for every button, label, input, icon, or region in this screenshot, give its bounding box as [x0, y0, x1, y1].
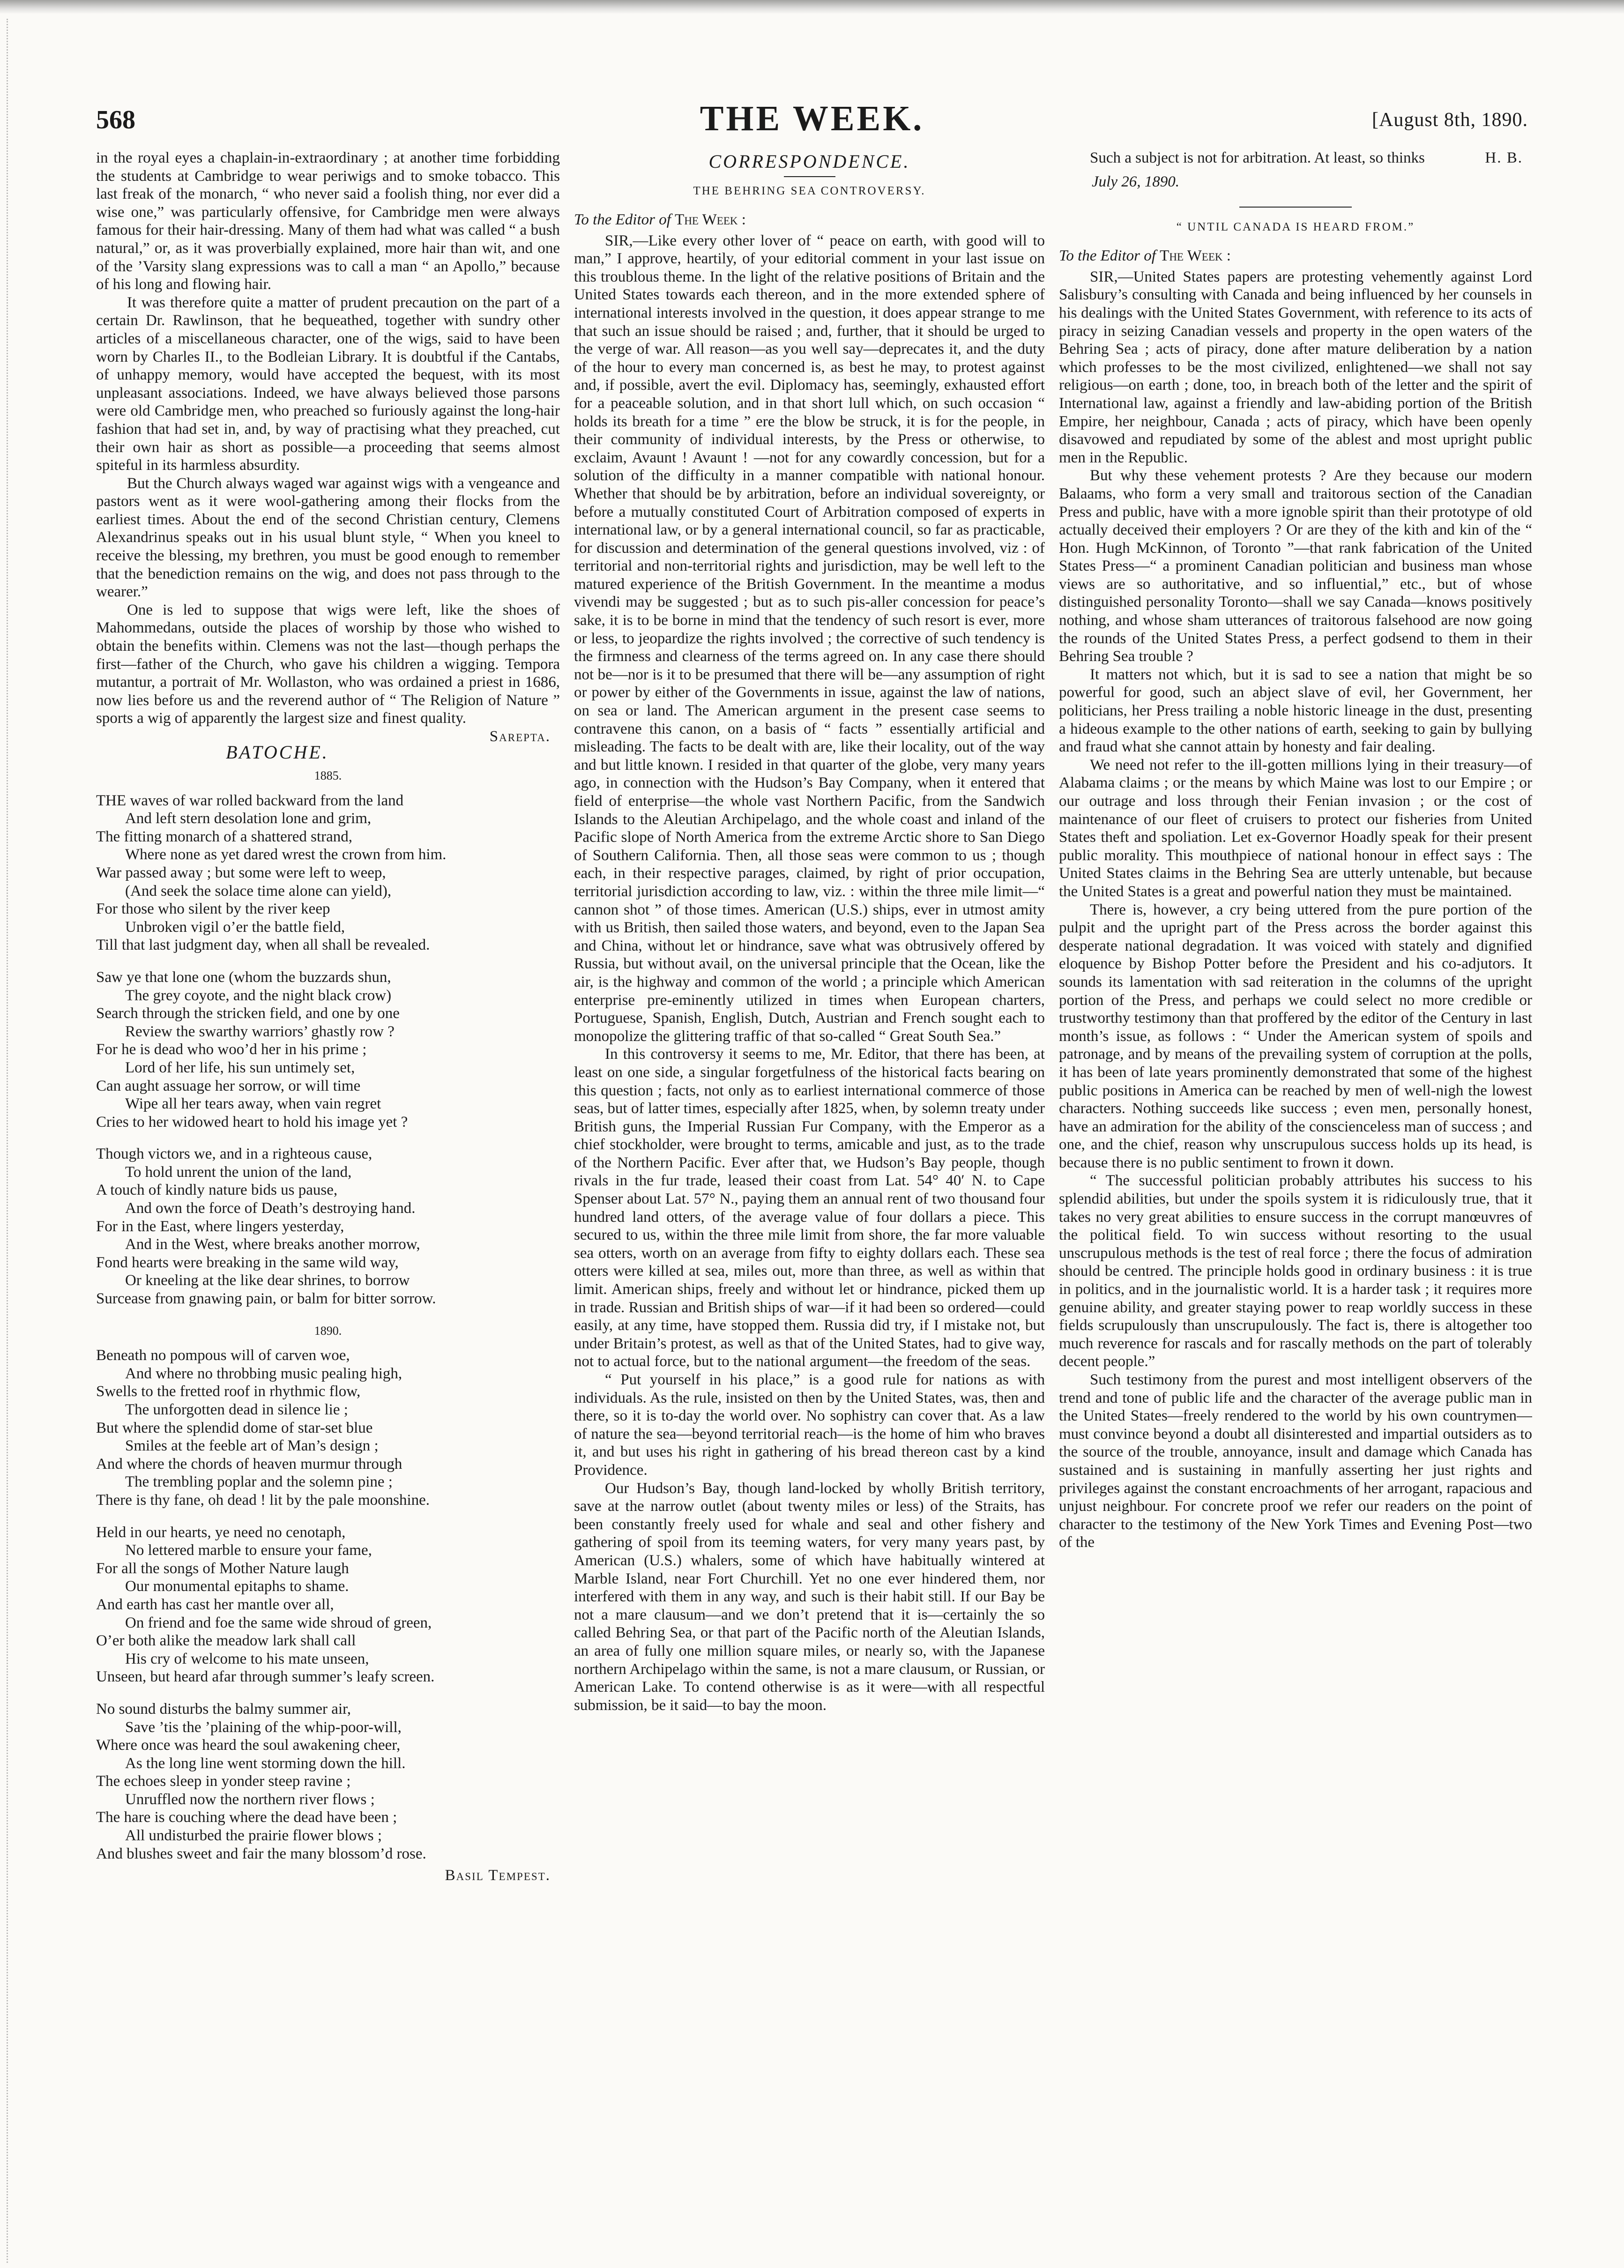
poem-line: No sound disturbs the balmy summer air,: [96, 1700, 351, 1718]
poem-line: The unforgotten dead in silence lie ;: [125, 1401, 348, 1418]
poem-line: A touch of kindly nature bids us pause,: [96, 1182, 338, 1199]
article-paragraph-text: One is led to suppose that wigs were left, like the shoes of Mahommedans, outside the places of worship by those who wished to obtain the benefits within. Clemens was not the last—though perhaps the first—father of the Church, who gave his children a wigging. Tempora mutantur, a portrait of Mr. Wollaston, who was ordained a priest in 1686, now lies before us and the reverend author of “ The Religion of Nature ” sports a wig of apparently the largest size and finest quality.: [96, 601, 560, 727]
article-paragraph: in the royal eyes a chaplain-in-extraordinary ; at another time forbidding the students at Cambridge to wear periwigs and to smoke tobacco. This last freak of the monarch, “ who never said a foolish thing, nor ever did a wise one,” was particularly offensive, for Cambridge men were always famous for their hair-dressing. Many of them had what was called “ a bush natural,” or, as it was proverbially explained, more hair than wit, and one of the ’Varsity slang expressions was to call a man “ an Apollo,” because of his long and flowing hair.: [96, 149, 560, 293]
letter-salutation: [1059, 247, 1532, 265]
poem-line: And in the West, where breaks another morrow,: [125, 1236, 420, 1253]
poem-line: O’er both alike the meadow lark shall call: [96, 1632, 356, 1650]
poem-year-1885: 1885.: [314, 769, 342, 782]
poem-stanza: [96, 792, 560, 954]
batoche-poem: [96, 742, 560, 1885]
section-heading-correspondence: CORRESPONDENCE.: [708, 151, 910, 172]
letter-heading-canada: “ UNTIL CANADA IS HEARD FROM.”: [1176, 221, 1415, 234]
poem-line: Or kneeling at the like dear shrines, to borrow: [125, 1272, 410, 1289]
poem-line: To hold unrent the union of the land,: [125, 1163, 352, 1181]
poem-line: For he is dead who woo’d her in his prime ;: [96, 1041, 367, 1058]
closing-text: Such a subject is not for arbitration. At least, so thinks: [1090, 149, 1425, 166]
poem-line: (And seek the solace time alone can yield),: [125, 882, 392, 900]
poem-line: Surcease from gnawing pain, or balm for bitter sorrow.: [96, 1290, 436, 1308]
poem-line: Smiles at the feeble art of Man’s design ;: [125, 1437, 379, 1455]
signature-basil-tempest: Basil Tempest.: [445, 1867, 551, 1884]
poem-stanza: [96, 968, 560, 1131]
poem-line: Review the swarthy warriors’ ghastly row ?: [125, 1023, 395, 1040]
poem-line: THE waves of war rolled backward from the land: [96, 792, 404, 809]
salutation-paper: The Week :: [675, 211, 746, 228]
poem-part-1885: [96, 792, 560, 1308]
poem-line: As the long line went storming down the hill.: [125, 1755, 406, 1772]
letter-paragraph: “ The successful politician probably attributes his success to his splendid abilities, but under the spoils system it is ridiculously true, that it takes no very great abilities to ensure success in the corrupt manœuvres of the political field. To win success without resorting to the usual unscrupulous methods is the test of real force ; there the focus of admiration should be centred. The principle holds good in ordinary business : it is true in politics, and in the journalistic world. It is a harder task ; it requires more genuine ability, and greater staying power to reap worldly success in these fields scrupulously than unscrupulously. The fact is, there is altogether too much reverence for rascals and for rascally methods on the part of tolerably decent people.”: [1059, 1172, 1532, 1370]
signature-sarepta: Sarepta.: [489, 728, 551, 745]
poem-stanza: [96, 1700, 560, 1863]
poem-line: Save ’tis the ’plaining of the whip-poor-will,: [125, 1718, 402, 1736]
poem-line: No lettered marble to ensure your fame,: [125, 1542, 372, 1559]
divider: [784, 176, 835, 177]
poem-line: Swells to the fretted roof in rhythmic flow,: [96, 1383, 361, 1400]
letter-paragraph: There is, however, a cry being uttered from the pure portion of the pulpit and the upright part of the Press across the border against this desperate national degradation. It was voiced with stately and dignified eloquence by Bishop Potter before the President and his co-adjutors. It sounds its lamentation with sad reiteration in the columns of the upright portion of the Press, and perhaps we could select no more credible or trustworthy testimony than that proffered by the editor of the Century in last month’s issue, as follows : “ Under the American system of spoils and patronage, and by means of the prevailing system of corruption at the polls, it has been of late years prominently demonstrated that some of the highest public positions in America can be reached by men of well-nigh the lowest characters. Nothing succeeds like success ; even men, personally honest, have an admiration for the ability of the conscienceless man of success ; and one, and the chief, reason why unscrupulous success holds up its head, is because there is no public sentiment to frown it down.: [1059, 901, 1532, 1171]
poem-line: And blushes sweet and fair the many blossom’d rose.: [96, 1845, 426, 1862]
letter-paragraph: Our Hudson’s Bay, though land-locked by wholly British territory, save at the narrow outlet (about twenty miles or less) of the Straits, has been constantly freely used for whale and seal and other fishery and gathering of spoil from its teeming waters, for very many years past, by American (U.S.) whalers, some of which have habitually wintered at Marble Island, near Fort Churchill. Yet no one ever hindered them, nor interfered with them in any way, and such is their habit still. If our Bay be not a mare clausum—and we don’t pretend that it is—certainly the so called Behring Sea, or that part of the Pacific north of the Aleutian Islands, an area of fully one million square miles, or nearly so, with the Japanese northern Archipelago within the same, is not a mare clausum, or Russian, or American Lake. To contend otherwise is as it were—with all respectful submission, be it said—to bay the moon.: [574, 1480, 1045, 1714]
poem-stanza: [96, 1346, 560, 1509]
poem-line: Our monumental epitaphs to shame.: [125, 1578, 349, 1595]
poem-line: Cries to her widowed heart to hold his image yet ?: [96, 1113, 408, 1130]
poem-line: Unseen, but heard afar through summer’s leafy screen.: [96, 1668, 435, 1686]
poem-line: All undisturbed the prairie flower blows ;: [125, 1827, 382, 1844]
poem-stanza: [96, 1524, 560, 1686]
poem-line: Fond hearts were breaking in the same wild way,: [96, 1254, 399, 1271]
poem-line: There is thy fane, oh dead ! lit by the pale moonshine.: [96, 1491, 430, 1509]
scan-edge-left: [0, 19, 8, 2263]
poem-line: Lord of her life, his sun untimely set,: [125, 1059, 355, 1076]
letter-heading-behring-sea: THE BEHRING SEA CONTROVERSY.: [693, 185, 926, 197]
poem-line: And where the chords of heaven murmur through: [96, 1455, 402, 1472]
poem-line: Beneath no pompous will of carven woe,: [96, 1347, 350, 1364]
poem-line: Though victors we, and in a righteous cause,: [96, 1145, 372, 1163]
letter-paragraph: We need not refer to the ill-gotten millions lying in their treasury—of Alabama claims ; or the means by which Maine was lost to our Empire ; or our outrage and loss through their Fenian invasion ; or the cost of maintenance of our fleet of cruisers to protect our fisheries from United States theft and spoliation. Let ex-Governor Hoadly speak for their present public morality. This mouthpiece of national honour in effect says : The United States claims in the Behring Sea are utterly untenable, but because the United States is a great and powerful nation they must be maintained.: [1059, 756, 1532, 900]
article-paragraph: But the Church always waged war against wigs with a vengeance and pastors went as it were wool-gathering among their flocks from the earliest times. About the end of the second Christian century, Clemens Alexandrinus speaks out in his usual blunt style, “ When you kneel to receive the blessing, my brethren, you must be good enough to remember that the benediction remains on the wig, and does not pass through to the wearer.”: [96, 475, 560, 601]
letter-date: July 26, 1890.: [1092, 173, 1179, 190]
poem-line: On friend and foe the same wide shroud of green,: [125, 1614, 432, 1631]
poem-line: The fitting monarch of a shattered strand,: [96, 828, 353, 845]
poem-line: Wipe all her tears away, when vain regret: [125, 1095, 381, 1113]
poem-line: Till that last judgment day, when all shall be revealed.: [96, 937, 430, 954]
letter-paragraph: Such testimony from the purest and most intelligent observers of the trend and tone of public life and the character of the average public man in the United States—freely rendered to the world by his own countrymen—must convince beyond a doubt all disinterested and impartial outsiders as to the source of the trouble, annoyance, insult and damage which Canada has sustained and is sustaining in manfully asserting her just rights and privileges against the constant encroachments of her arrogant, rapacious and unjust neighbour. For concrete proof we refer our readers on the point of character to the testimony of the New York Times and Evening Post—two of the: [1059, 1371, 1532, 1551]
column-middle: [574, 149, 1045, 2249]
poem-line: Saw ye that lone one (whom the buzzards shun,: [96, 968, 391, 986]
poem-line: And left stern desolation lone and grim,: [125, 810, 372, 827]
poem-line: The echoes sleep in yonder steep ravine ;: [96, 1773, 351, 1790]
poem-line: Search through the stricken field, and one by one: [96, 1005, 400, 1022]
poem-line: And where no throbbing music pealing high,: [125, 1365, 402, 1382]
poem-line: For those who silent by the river keep: [96, 900, 330, 918]
poem-line: The hare is couching where the dead have been ;: [96, 1809, 397, 1826]
poem-line: But where the splendid dome of star-set blue: [96, 1419, 373, 1436]
article-paragraph: [96, 601, 560, 745]
column-right: [1059, 149, 1532, 2249]
poem-line: Held in our hearts, ye need no cenotaph,: [96, 1524, 346, 1541]
poem-line: For all the songs of Mother Nature laugh: [96, 1560, 349, 1577]
poem-part-1890: [96, 1346, 560, 1863]
poem-line: The trembling poplar and the solemn pine ;: [125, 1473, 393, 1491]
poem-line: Where once was heard the soul awakening cheer,: [96, 1737, 401, 1754]
poem-line: Where none as yet dared wrest the crown from him.: [125, 846, 447, 863]
poem-line: Unbroken vigil o’er the battle field,: [125, 918, 345, 936]
poem-line: The grey coyote, and the night black crow): [125, 987, 392, 1004]
issue-date: [August 8th, 1890.: [1372, 109, 1528, 131]
letter-paragraph: “ Put yourself in his place,” is a good rule for nations as with individuals. As the rule, insisted on then by the United States, was, then and there, so it is to-day the world over. No sophistry can cover that. As a law of nature the sea—beyond territorial reach—is the home of him who braves it, and but uses his right in gathering of his bread thereon cast by a kind Providence.: [574, 1371, 1045, 1479]
letter-closing: [1059, 149, 1532, 167]
poem-line: War passed away ; but some were left to weep,: [96, 864, 386, 881]
poem-line: Can aught assuage her sorrow, or will time: [96, 1077, 361, 1094]
wigs-article: [96, 149, 560, 745]
divider: [1239, 207, 1352, 208]
poem-stanza: [96, 1145, 560, 1308]
scan-edge-top: [0, 0, 1624, 14]
poem-line: For in the East, where lingers yesterday,: [96, 1218, 344, 1235]
column-left: [96, 149, 560, 2249]
article-paragraph: It was therefore quite a matter of prudent precaution on the part of a certain Dr. Rawlinson, that he bequeathed, together with sundry other articles of a miscellaneous character, one of the wigs, said to have been worn by Charles II., to the Bodleian Library. It is doubtful if the Cantabs, of unhappy memory, would have accepted the bequest, with its most unpleasant associations. Indeed, we have always believed those parsons were old Cambridge men, who preached so furiously against the long-hair fashion that had set in, and, by way of practising what they preached, cut their own hair as short as possible—a proceeding that seems almost spiteful in its harmless absurdity.: [96, 294, 560, 474]
letter-paragraph: But why these vehement protests ? Are they because our modern Balaams, who form a very small and traitorous section of the Canadian Press and public, have with a more ignoble spirit than their prototype of old actually deceived their employers ? Or are they of the kith and kin of the “ Hon. Hugh McKinnon, of Toronto ”—that rank fabrication of the United States Press—“ a prominent Canadian politician and business man whose views are so authoritative, and so influential,” etc., but of whose distinguished personality Toronto—shall we say Canada—knows positively nothing, and whose sham utterances of traitorous falsehood are now going the rounds of the United States Press, a perfect godsend to them in their Behring Sea trouble ?: [1059, 467, 1532, 665]
salutation-prefix: To the Editor of: [1059, 247, 1156, 265]
paper-title: THE WEEK.: [700, 99, 924, 138]
letter-paragraph: In this controversy it seems to me, Mr. Editor, that there has been, at least on one side, a singular forgetfulness of the historical facts bearing on this question ; facts, not only as to earliest international commerce of those seas, but of latter times, especially after 1825, when, by solemn treaty under British guns, the Imperial Russian Fur Company, with the Emperor as a chief stockholder, were brought to terms, amicable and just, as to the trade of the Northern Pacific. Ever after that, we Hudson’s Bay people, though rivals in the fur trade, leased their coast from Lat. 54° 40′ N. to Cape Spenser about Lat. 57° N., paying them an annual rent of two thousand four hundred land otters, of the average value of four dollars a piece. This secured to us, within the three mile limit from shore, the far more valuable sea otters, worth on an average from fifty to eighty dollars each. These sea otters were killed at sea, miles out, more than three, as well as within that limit. American ships, freely and without let or hindrance, picked them up in trade. Russian and British ships of war—if it had been so ordered—could easily, at any time, have stopped them. Russia did try, if I mistake not, but under Britain’s protest, as well as that of the United States, had to give way, not to actual force, but to the national argument—the freedom of the seas.: [574, 1046, 1045, 1370]
letter-paragraph: SIR,—United States papers are protesting vehemently against Lord Salisbury’s consulting with Canada and being influenced by her counsels in his dealings with the United States Government, with reference to its acts of piracy in seizing Canadian vessels and property in the open waters of the Behring Sea ; acts of piracy, done after mature deliberation by a nation which professes to be the most civilized, enlightened—we shall not say religious—on earth ; done, too, in breach both of the letter and the spirit of International law, against a friendly and law-abiding portion of the British Empire, her neighbour, Canada ; acts of piracy, which have been openly disavowed and repudiated by some of the ablest and most upright public men in the Republic.: [1059, 268, 1532, 466]
letter-salutation: [574, 211, 1045, 229]
salutation-prefix: To the Editor of: [574, 211, 671, 228]
poem-line: And own the force of Death’s destroying hand.: [125, 1200, 416, 1217]
letter-paragraph: SIR,—Like every other lover of “ peace on earth, with good will to man,” I approve, heartily, of your editorial comment in your last issue on this troublous theme. In the light of the relative positions of Britain and the United States towards each thereon, and in the more extended sphere of international interests involved in the question, it does appear strange to me that such an issue should be raised ; and, further, that it should be urged to the verge of war. All reason—as you well say—deprecates it, and the duty of the hour to every man concerned is, as best he may, to protest against and, if possible, avert the evil. Diplomacy has, seemingly, exhausted effort for a peaceable solution, and in that short lull which, on such occasion “ holds its breath for a time ” ere the blow be struck, it is for the people, in their community of individual interests, by the Press or otherwise, to exclaim, Avaunt ! Avaunt ! —not for any cowardly concession, but for a solution of the difficulty in a manner compatible with national honour. Whether that should be by arbitration, before an individual sovereignty, or before a mutually constituted Court of Arbitration composed of experts in international law, or by a general international council, so far as practicable, for discussion and determination of the general questions involved, viz : of territorial and non-territorial rights and jurisdiction, may be well left to the matured experience of the British Government. In the meantime a modus vivendi may be suggested ; but as to such pis-aller concession for peace’s sake, it is to be borne in mind that the tendency of such resort is ever, more or less, to jeopardize the rights involved ; the corrective of such tendency is the firmness and clearness of the terms agreed on. In any case there should not be—nor is it to be presumed that there will be—any assumption of right or power by either of the Governments in issue, against the law of nations, on sea or land. The American argument in the present case seems to contravene this canon, on a basis of “ facts ” essentially artificial and misleading. The facts to be dealt with are, like their locality, out of the way and but little known. I resided in that quarter of the globe, very many years ago, in connection with the Hudson’s Bay Company, when it entered that field of enterprise—the whole vast Northern Pacific, from the Sandwich Islands to the Aleutian Archipelago, and the whole coast and inland of the Pacific slope of North America from the extreme Arctic shore to San Diego of Southern California. Then, all those seas were common to us ; though each, in their respective parages, claimed, by right of prior occupation, territorial jurisdiction according to law, viz. : within the three mile limit—“ cannon shot ” of those times. American (U.S.) ships, ever in utmost amity with us British, then sailed those waters, and beyond, even to the Japan Sea and China, without let or hindrance, save what was obtrusively offered by Russia, but without avail, on the universal principle that the Ocean, like the air, is the highway and common of the world ; a principle which American enterprise pre-eminently utilized in times when European charters, Portuguese, Spanish, English, Dutch, Austrian and French sought each to monopolize the glittering traffic of that so-called “ Great South Sea.”: [574, 232, 1045, 1045]
masthead: [96, 98, 1528, 141]
letter-paragraph: It matters not which, but it is sad to see a nation that might be so powerful for good, such an abject slave of evil, her Government, her politicians, her Press trailing a noble historic lineage in the dust, presenting a hideous example to the other nations of earth, seeking to gain by bullying and fraud what she cannot attain by honesty and fair dealing.: [1059, 666, 1532, 756]
poem-year-1890: 1890.: [314, 1324, 342, 1338]
poem-line: And earth has cast her mantle over all,: [96, 1596, 334, 1613]
signature-hb: H. B.: [1485, 149, 1523, 166]
poem-title: BATOCHE.: [225, 742, 329, 763]
salutation-paper: The Week :: [1160, 247, 1231, 265]
page-number: 568: [96, 105, 135, 134]
poem-line: Unruffled now the northern river flows ;: [125, 1791, 375, 1808]
poem-line: His cry of welcome to his mate unseen,: [125, 1650, 369, 1667]
